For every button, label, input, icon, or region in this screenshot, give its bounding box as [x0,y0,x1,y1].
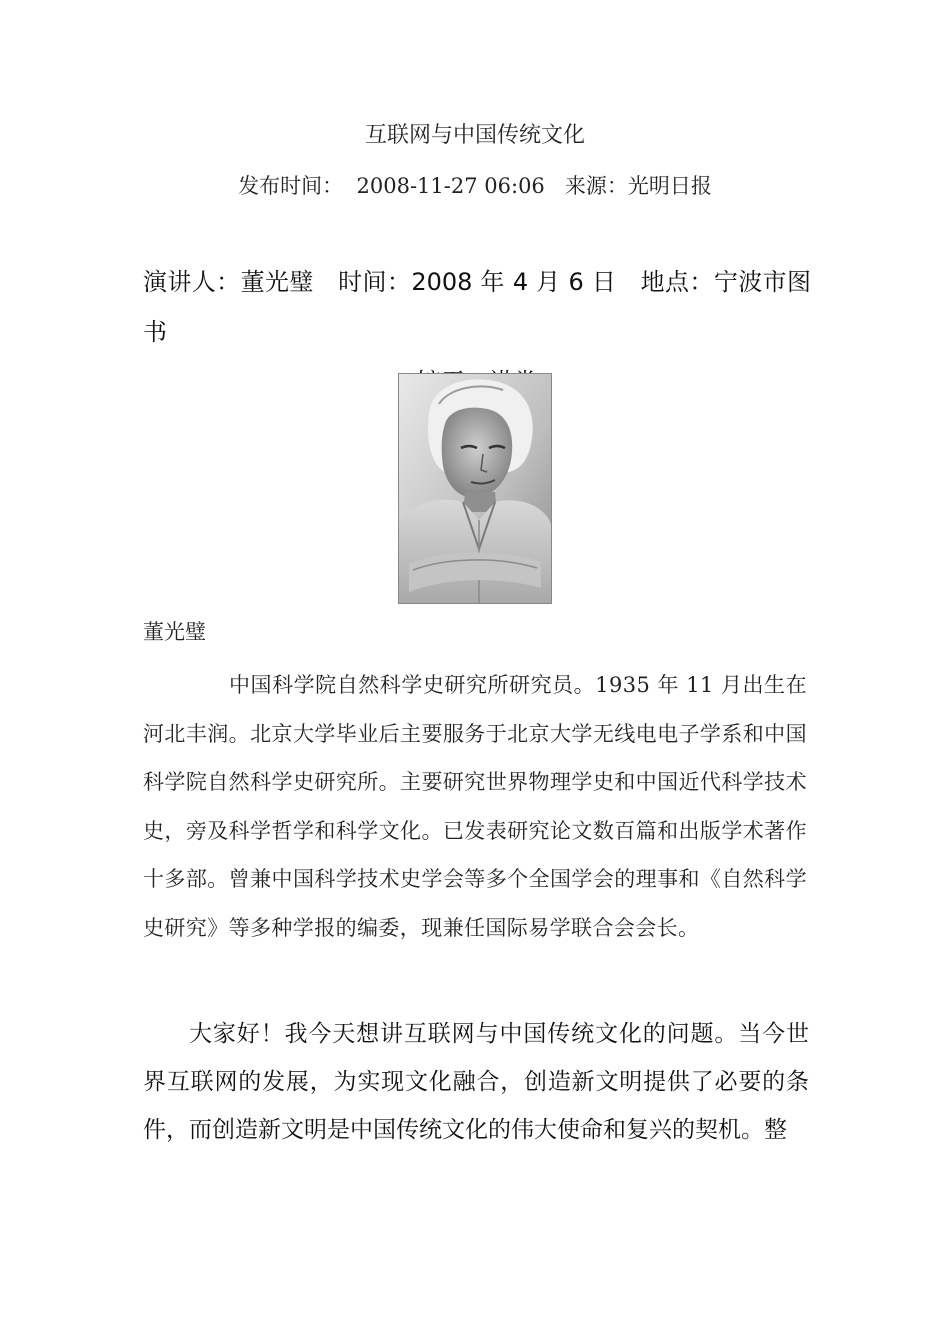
bio-name: 董光璧 [143,620,206,644]
bio-paragraph: 中国科学院自然科学史研究所研究员。1935 年 11 月出生在河北丰润。北京大学毕业后主要服务于北京大学无线电电子学系和中国科学院自然科学史研究所。主要研究世界物理学史和中国近代科学技术史，旁及科学哲学和科学文化。已发表研究论文数百篇和出版学术著作十多部。曾兼中国科学技术史学会等多个全国学会的理事和《自然科学史研究》等多种学报的编委，现兼任国际易学联合会会长。 [143,673,807,940]
portrait-photo-icon [399,374,551,603]
article-meta: 发布时间： 2008-11-27 06:06 来源：光明日报 [238,174,712,198]
article-title: 互联网与中国传统文化 [364,123,585,148]
portrait-photo [398,373,552,604]
speaker-info-line-1: 演讲人：董光璧 时间：2008 年 4 月 6 日 地点：宁波市图书 [143,268,811,346]
speech-paragraph: 大家好！我今天想讲互联网与中国传统文化的问题。当今世界互联网的发展，为实现文化融合，创造新文明提供了必要的条件，而创造新文明是中国传统文化的伟大使命和复兴的契机。整 [143,1021,809,1143]
